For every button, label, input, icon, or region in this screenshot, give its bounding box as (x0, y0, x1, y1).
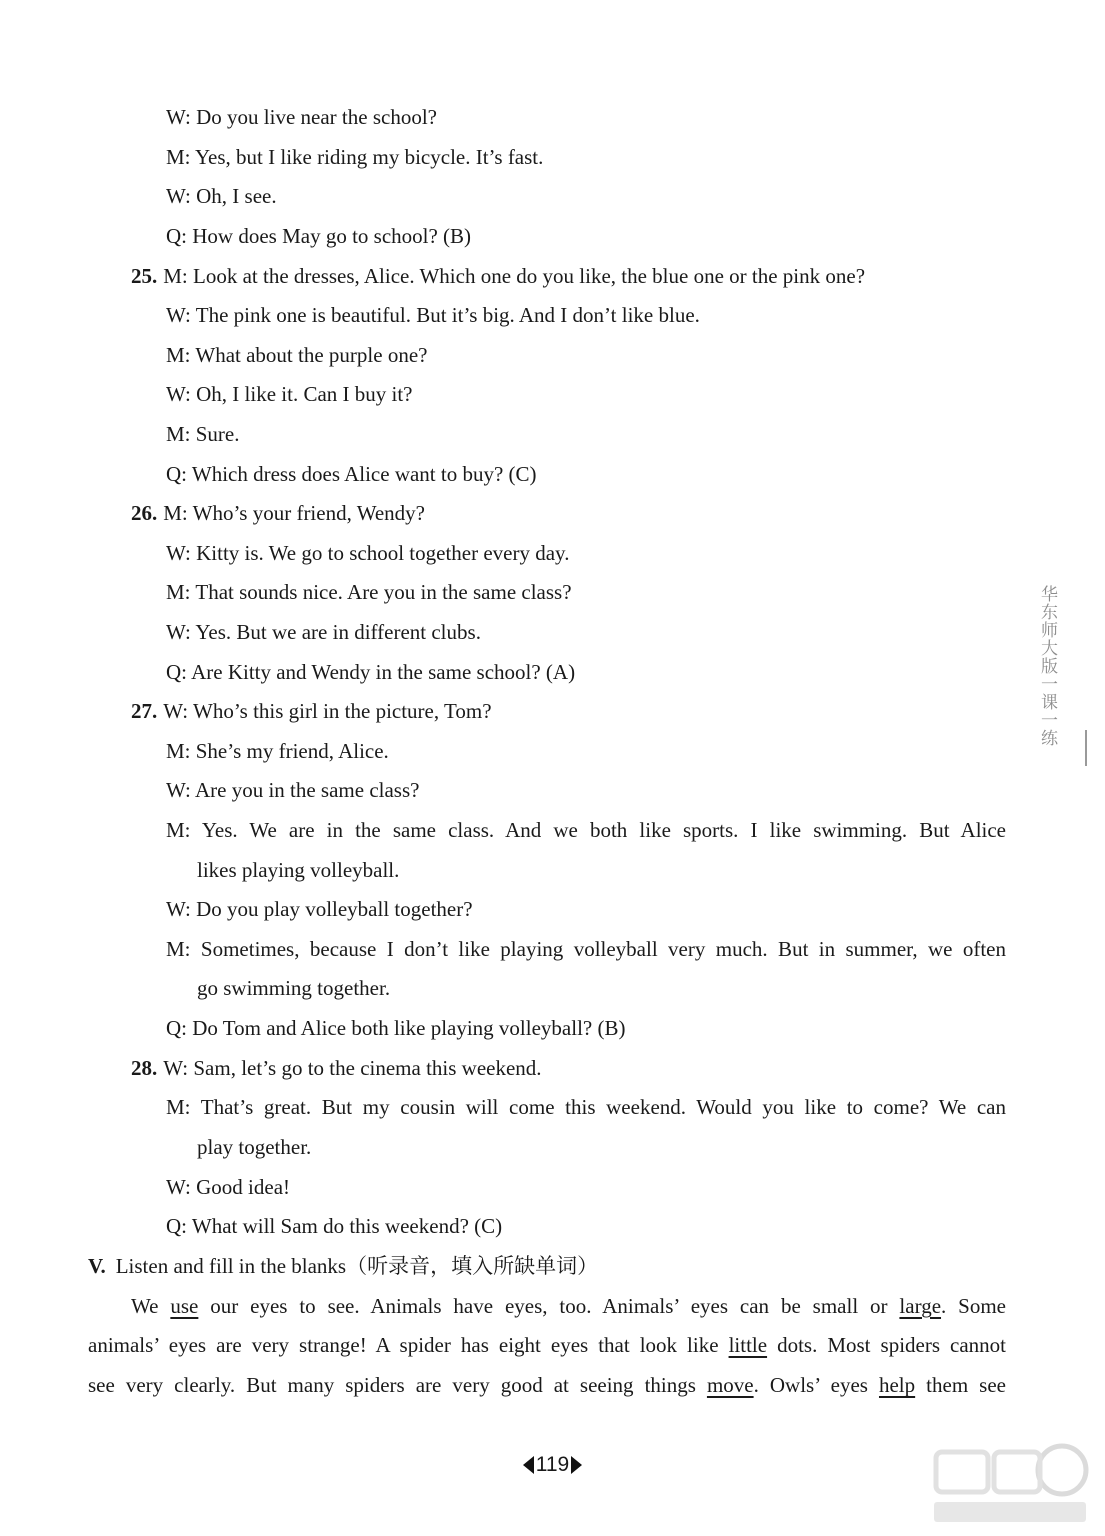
section-number: V. (88, 1254, 106, 1278)
dialogue-line: M: Who’s your friend, Wendy? (163, 501, 425, 525)
dialogue-line: W: Do you live near the school? (166, 105, 437, 129)
passage-line: see very clearly. But many spiders are very good at seeing things move. Owls’ eyes help them see (88, 1373, 1006, 1397)
dialogue-line: W: Oh, I see. (166, 184, 277, 208)
question-line: Q: How does May go to school? (B) (166, 224, 472, 248)
dialogue-line: M: Yes, but I like riding my bicycle. It’s fast. (166, 145, 544, 169)
item-28 (131, 1054, 542, 1082)
section-title: Listen and fill in the blanks（听录音，填入所缺单词） (115, 1254, 599, 1278)
dialogue-line-continued: likes playing volleyball. (197, 858, 400, 882)
dialogue-line-continued: go swimming together. (197, 976, 391, 1000)
passage-line: We use our eyes to see. Animals have eyes, too. Animals’ eyes can be small or large. Some (131, 1294, 1006, 1318)
dialogue-line: W: Kitty is. We go to school together every day. (166, 541, 570, 565)
dialogue-line: M: Sure. (166, 422, 240, 446)
dialogue-line: W: Are you in the same class? (166, 778, 420, 802)
item-number: 27. (131, 699, 158, 723)
dialogue-line: M: Yes. We are in the same class. And we both like sports. I like swimming. But Alice (166, 818, 1006, 842)
question-line: Q: What will Sam do this weekend? (C) (166, 1214, 503, 1238)
passage-line: animals’ eyes are very strange! A spider has eight eyes that look like little dots. Most spiders cannot (88, 1333, 1006, 1357)
dialogue-line: M: Look at the dresses, Alice. Which one do you like, the blue one or the pink one? (163, 264, 866, 288)
dialogue-line: W: Who’s this girl in the picture, Tom? (163, 699, 492, 723)
item-27 (131, 697, 492, 725)
dialogue-line-continued: play together. (197, 1135, 312, 1159)
side-tab-label: 华东师大版一课一练 (1037, 585, 1057, 747)
question-line: Q: Do Tom and Alice both like playing volleyball? (B) (166, 1016, 626, 1040)
item-number: 28. (131, 1056, 158, 1080)
dialogue-line: W: Good idea! (166, 1175, 291, 1199)
page-number: 119 (535, 1453, 570, 1476)
dialogue-line: W: Oh, I like it. Can I buy it? (166, 382, 413, 406)
watermark-logo-icon (930, 1432, 1090, 1528)
dialogue-line: M: What about the purple one? (166, 343, 428, 367)
section-heading (88, 1252, 598, 1280)
side-tab-marker (1085, 730, 1087, 766)
dialogue-line: M: That sounds nice. Are you in the same class? (166, 580, 572, 604)
dialogue-line: W: Sam, let’s go to the cinema this weekend. (163, 1056, 542, 1080)
question-line: Q: Are Kitty and Wendy in the same school? (A) (166, 660, 576, 684)
item-26 (131, 499, 425, 527)
answer-blank: use (170, 1294, 199, 1318)
dialogue-line: W: The pink one is beautiful. But it’s big. And I don’t like blue. (166, 303, 700, 327)
right-triangle-icon (571, 1456, 582, 1474)
answer-blank: little (728, 1333, 768, 1357)
dialogue-line: W: Yes. But we are in different clubs. (166, 620, 481, 644)
question-line: Q: Which dress does Alice want to buy? (C) (166, 462, 537, 486)
item-number: 26. (131, 501, 158, 525)
dialogue-line: M: Sometimes, because I don’t like playing volleyball very much. But in summer, we often (166, 937, 1006, 961)
left-triangle-icon (523, 1456, 534, 1474)
item-number: 25. (131, 264, 158, 288)
dialogue-line: W: Do you play volleyball together? (166, 897, 473, 921)
item-25 (131, 262, 865, 290)
answer-blank: move (706, 1373, 754, 1397)
answer-blank: help (878, 1373, 916, 1397)
answer-blank: large (899, 1294, 942, 1318)
dialogue-line: M: She’s my friend, Alice. (166, 739, 389, 763)
dialogue-line: M: That’s great. But my cousin will come this weekend. Would you like to come? We can (166, 1095, 1006, 1119)
